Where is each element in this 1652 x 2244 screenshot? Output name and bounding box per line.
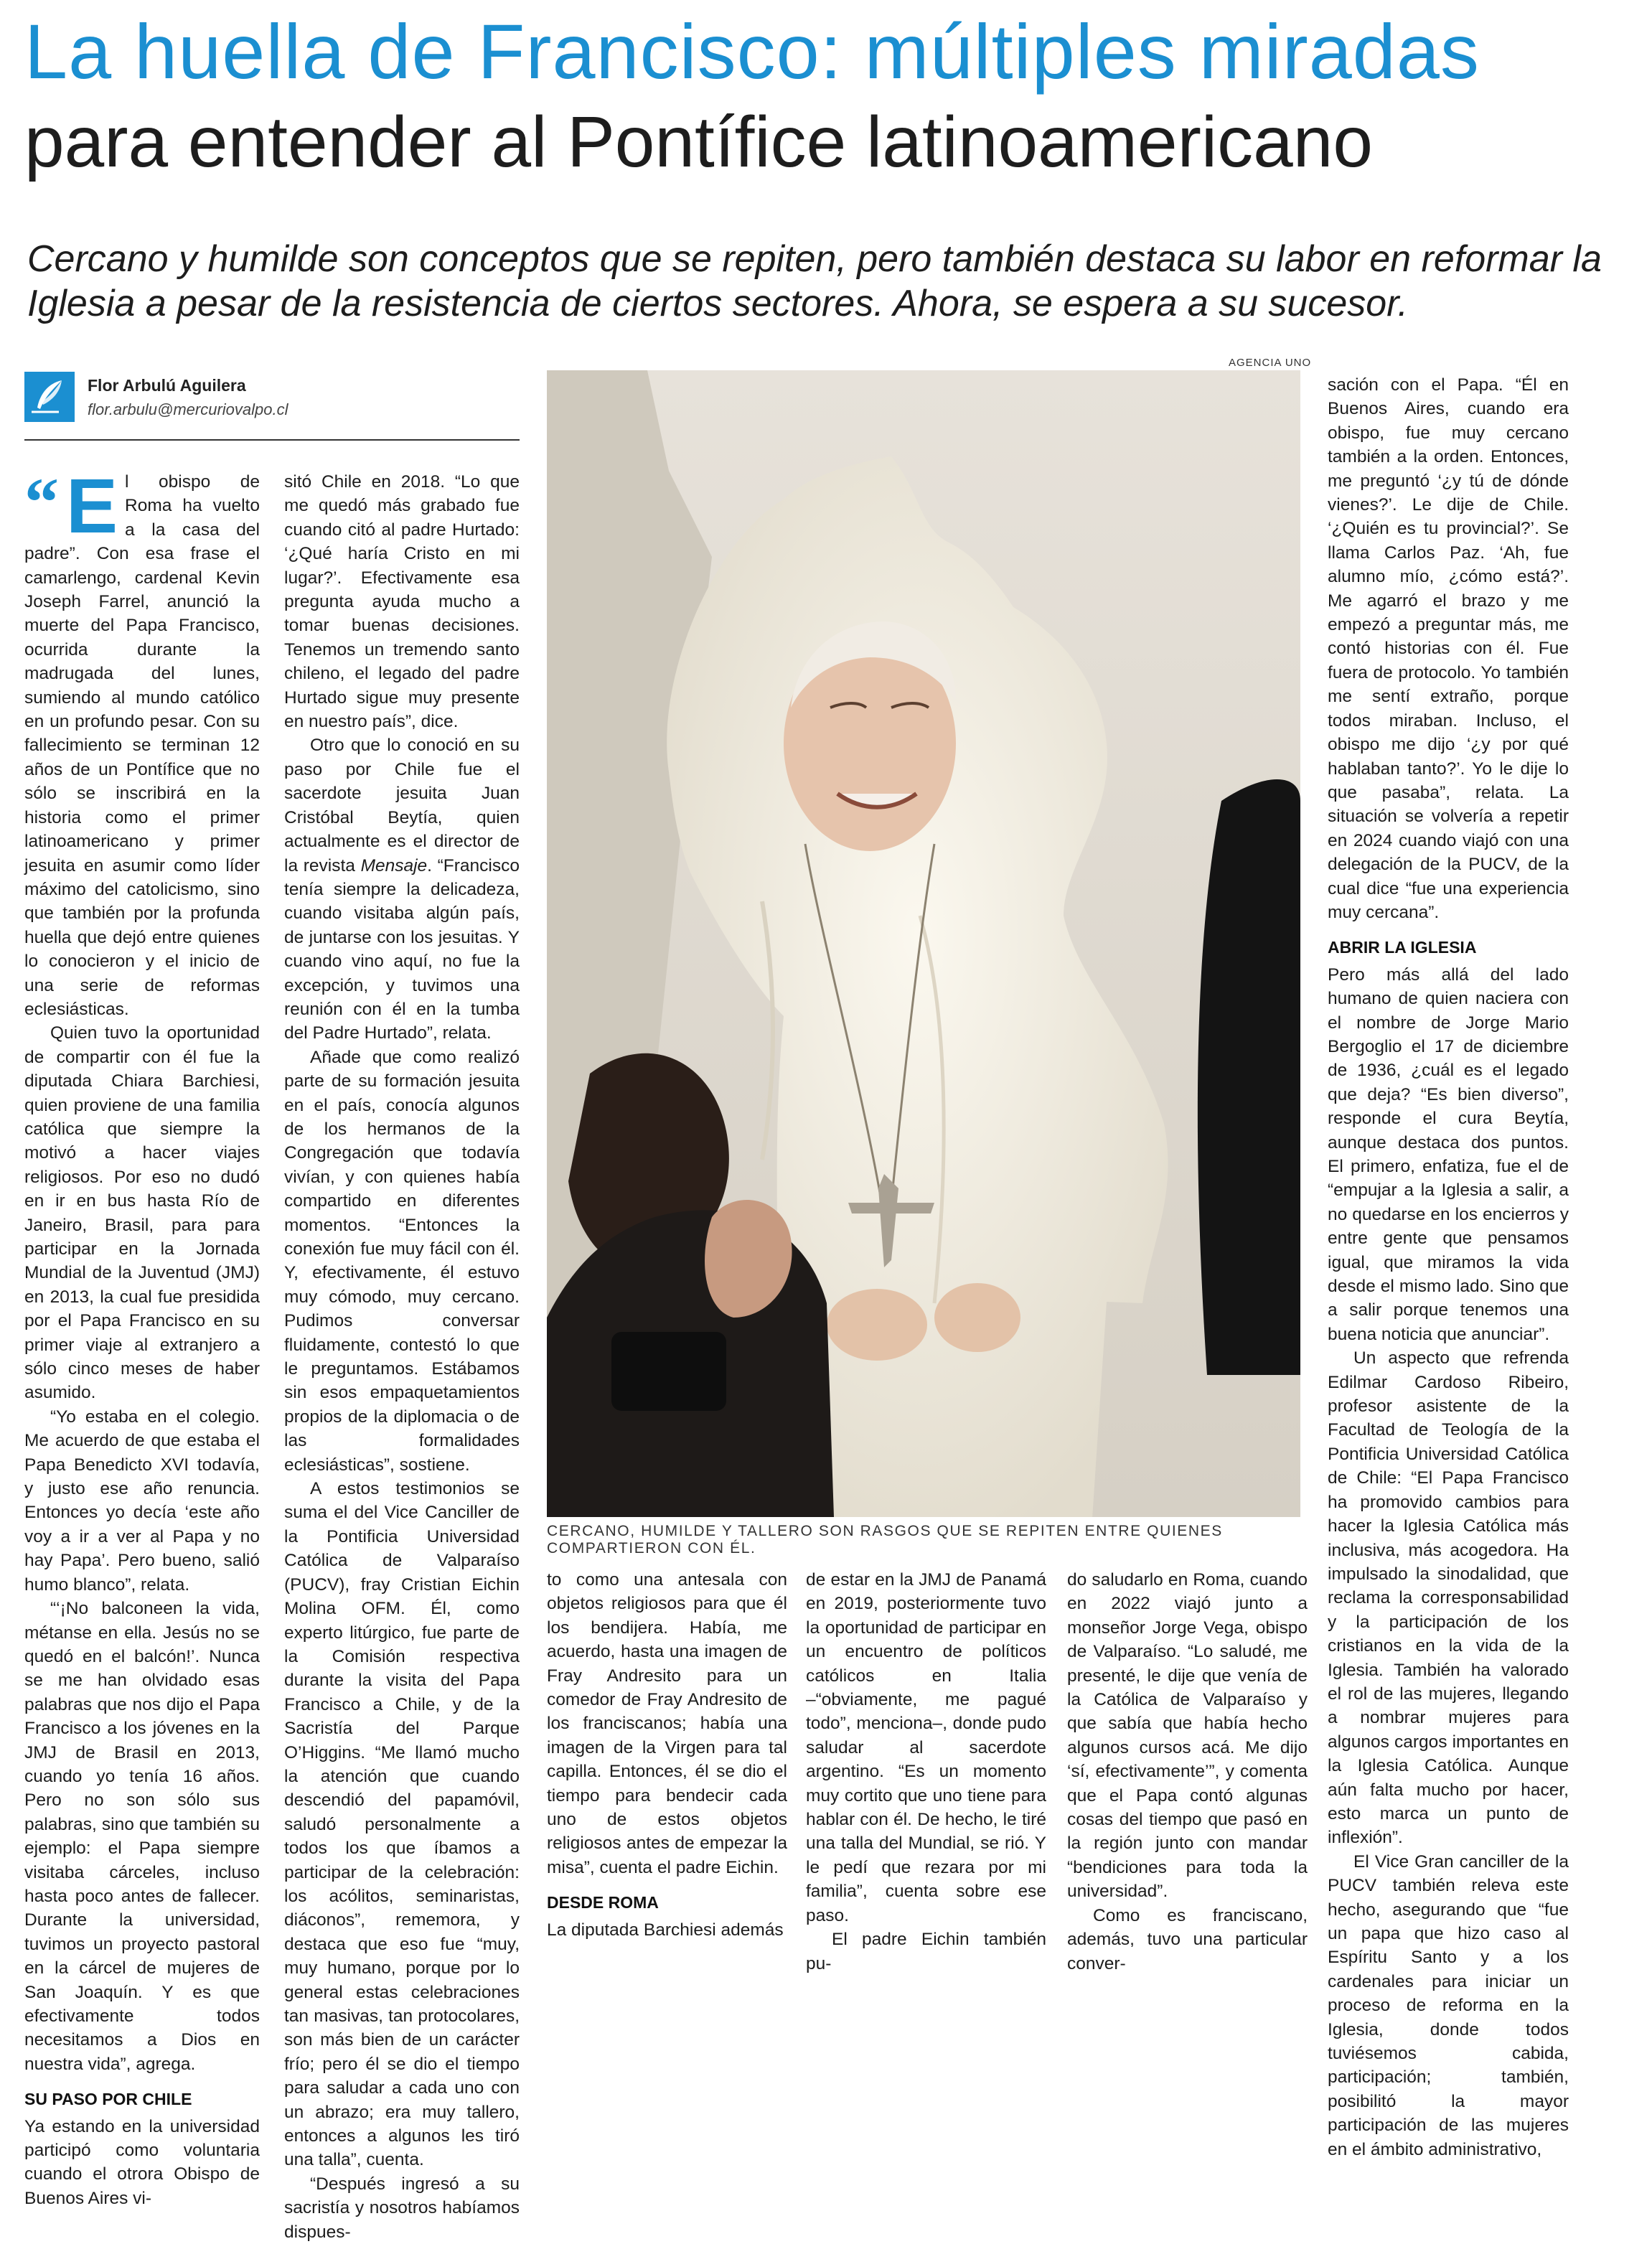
article-paragraph: Añade que como realizó parte de su formación jesuita en el país, conocía algunos de los hermanos de la Congregación que todavía vivían, y con quienes había compartido en diferentes momentos. “Entonces la conexión fue muy fácil con él. Y, efectivamente, él estuvo muy cómodo, muy cercano. Pudimos conversar fluidamente, contestó lo que le preguntamos. Estábamos sin esos empaquetamientos propios de la diplomacia o de las formalidades eclesiásticas”, sostiene.	[284, 1047, 520, 1475]
article-paragraph: sitó Chile en 2018. “Lo que me quedó más grabado fue cuando citó al padre Hurtado: ‘¿Qué haría Cristo en mi lugar?’. Efectivamente esa pregunta ayuda mucho a tomar buenas decisiones. Tenemos un tremendo santo chileno, el legado del padre Hurtado sigue muy presente en nuestro país”, dice.	[284, 472, 520, 732]
article-paragraph: A estos testimonios se suma el del Vice Canciller de la Pontificia Universidad Católica de Valparaíso (PUCV), fray Cristian Eichin Molina OFM. Él, como experto litúrgico, fue parte de la Comisión respectiva durante la visita del Papa Francisco a Chile, y de la Sacristía del Parque O’Higgins. “Me llamó mucho la atención que cuando descendió del papamóvil, saludó personalmente a todos los que íbamos a participar de la celebración: los acólitos, seminaristas, diáconos”, rememora, y destaca que eso fue “muy, muy humano, porque por lo general estas celebraciones tan masivas, tan protocolares, son más bien de un carácter frío; pero él se dio el tiempo para saludar a cada uno con un abrazo; era muy tallero, entonces a algunos les tiró una talla”, cuenta.	[284, 1479, 520, 2170]
article-column-5	[1067, 1568, 1308, 1976]
quote-mark-icon: “	[24, 464, 59, 540]
article-paragraph: El Vice Gran canciller de la PUCV también releva este hecho, asegurando que “fue un papa que hizo caso al Espíritu Santo y a los cardenales para iniciar un proceso de reforma en la Iglesia, donde todos tuviésemos cabida, participación; también, posibilitó la mayor participación de las mujeres en el ámbito administrativo,	[1328, 1851, 1569, 2159]
article-column-1	[24, 462, 260, 2210]
quill-icon	[24, 372, 75, 422]
article-paragraph: Un aspecto que refrenda Edilmar Cardoso Ribeiro, profesor asistente de la Facultad de Teología de la Pontificia Universidad Católica de Chile: “El Papa Francisco ha promovido cambios para hacer la Iglesia Católica más inclusiva, más acogedora. Ha impulsado la sinodalidad, que reclama la corresponsabilidad y la participación de los cristianos en la vida de la Iglesia. También ha valorado el rol de las mujeres, llegando a nombrar mujeres para algunos cargos importantes en la Iglesia Católica. Aunque aún falta mucho por hacer, esto marca un punto de inflexión”.	[1328, 1348, 1569, 1848]
headline-line-2: para entender al Pontífice latinoamericano	[24, 102, 1373, 182]
article-paragraph: Como es franciscano, además, tuvo una particular conver-	[1067, 1905, 1308, 1973]
magazine-name: Mensaje	[360, 855, 428, 875]
byline-divider	[24, 439, 520, 441]
article-column-3	[547, 1568, 787, 1942]
article-paragraph: Ya estando en la universidad participó como voluntaria cuando el otrora Obispo de Buenos Aires vi-	[24, 2116, 260, 2208]
section-heading-abrir-la-iglesia: ABRIR LA IGLESIA	[1328, 938, 1477, 957]
author-name: Flor Arbulú Aguilera	[88, 376, 246, 395]
article-column-2	[284, 470, 520, 2244]
article-paragraph: Otro que lo conoció en su paso por Chile fue el sacerdote jesuita Juan Cristóbal Beytía, quien actualmente es el director de la revista Mensaje. “Francisco tenía siempre la delicadeza, cuando visitaba algún país, de juntarse con los jesuitas. Y cuando vino aquí, no fue la excepción, y tuvimos una reunión con él en la tumba del Padre Hurtado”, relata.	[284, 736, 520, 1043]
article-column-6	[1328, 373, 1569, 2161]
article-paragraph: sación con el Papa. “Él en Buenos Aires, cuando era obispo, fue muy cercano también a la orden. Entonces, me preguntó ‘¿y tú de dónde vienes?’. Le dije de Chile. ‘¿Quién es tu provincial?’. Se llama Carlos Paz. ‘Ah, fue alumno mío, ¿cómo está?’. Me agarró el brazo y me empezó a preguntar más, me contó historias con él. Fue fuera de protocolo. Yo también me sentí extraño, porque todos miraban. Incluso, el obispo me dijo ‘¿y por qué hablaban tanto?’. Yo le dije lo que pasaba”, relata. La situación se volvería a repetir en 2024 cuando viajó con una delegación de la PUCV, de la cual dice “fue una experiencia muy cercana”.	[1328, 375, 1569, 922]
section-heading-su-paso-por-chile: SU PASO POR CHILE	[24, 2090, 192, 2109]
author-email: flor.arbulu@mercuriovalpo.cl	[88, 400, 288, 418]
article-paragraph: Quien tuvo la oportunidad de compartir con él fue la diputada Chiara Barchiesi, quien proviene de una familia católica que siempre la motivó a hacer viajes religiosos. Por eso no dudó en ir en bus hasta Río de Janeiro, Brasil, para para participar en la Jornada Mundial de la Juventud (JMJ) en 2013, la cual fue presidida por el Papa Francisco en su primer viaje al extranjero a sólo cinco meses de haber asumido.	[24, 1023, 260, 1403]
article-paragraph: “‘¡No balconeen la vida, métanse en ella. Jesús no se quedó en el balcón!’. Nunca se me han olvidado esas palabras que nos dijo el Papa Francisco a los jóvenes en la JMJ de Brasil en 2013, cuando yo tenía 16 años. Pero no son sólo sus palabras, sino que también su ejemplo: el Papa siempre visitaba cárceles, incluso hasta poco antes de fallecer. Durante la universidad, tuvimos un proyecto pastoral en la cárcel de mujeres de San Joaquín. Y es que efectivamente todos necesitamos a Dios en nuestra vida”, agrega.	[24, 1599, 260, 2074]
pope-photo	[547, 370, 1300, 1517]
article-paragraph: El padre Eichin también pu-	[806, 1930, 1046, 1973]
subheadline: Cercano y humilde son conceptos que se repiten, pero también destaca su labor en reformar la Iglesia a pesar de la resistencia de ciertos sectores. Ahora, se espera a su sucesor.	[27, 238, 1602, 325]
article-paragraph: de estar en la JMJ de Panamá en 2019, posteriormente tuvo la oportunidad de participar en un encuentro de políticos católicos en Italia –“obviamente, me pagué todo”, menciona–, donde pudo saludar al sacerdote argentino. “Es un momento muy cortito que uno tiene para hablar con él. De hecho, le tiré una talla del Mundial, se rió. Y le pedí que rezara por mi familia”, cuenta sobre ese paso.	[806, 1570, 1046, 1925]
article-paragraph: to como una antesala con objetos religiosos para que él los bendijera. Había, me acuerdo, hasta una imagen de Fray Andresito para un comedor de Fray Andresito de los franciscanos; había una imagen de la Virgen para tal capilla. Entonces, él se dio el tiempo para bendecir cada uno de estos objetos religiosos antes de empezar la misa”, cuenta el padre Eichin.	[547, 1570, 787, 1877]
article-paragraph: “ E l obispo de Roma ha vuelto a la casa del padre”. Con esa frase el camarlengo, cardenal Kevin Joseph Farrel, anunció la muerte del Papa Francisco, ocurrida durante la madrugada del lunes, sumiendo al mundo católico en un profundo pesar. Con su fallecimiento se terminan 12 años de un Pontífice que no sólo se inscribirá en la historia como el primer latinoamericano y primer jesuita en asumir como líder máximo del catolicismo, sino que también por la profunda huella que dejó entre quienes lo conocieron y el inicio de una serie de reformas eclesiásticas.	[24, 462, 260, 1019]
article-paragraph: La diputada Barchiesi además	[547, 1920, 784, 1940]
section-heading-desde-roma: DESDE ROMA	[547, 1893, 659, 1912]
drop-cap: E	[66, 462, 118, 549]
article-paragraph: Pero más allá del lado humano de quien naciera con el nombre de Jorge Mario Bergoglio el 17 de diciembre de 1936, ¿cuál es el legado que deja? “Es bien diverso”, responde el cura Beytía, aunque destaca dos puntos. El primero, enfatiza, fue el de “empujar a la Iglesia a salir, a no quedarse en los encierros y entre gente que pensamos igual, que miramos la vida desde el mismo lado. Sino que a salir porque tenemos una buena noticia que anunciar”.	[1328, 964, 1569, 1344]
article-paragraph: “Yo estaba en el colegio. Me acuerdo de que estaba el Papa Benedicto XVI todavía, y justo ese año renuncia. Entonces yo decía ‘este año voy a ir a ver al Papa y no hay Papa’. Pero bueno, salió humo blanco”, relata.	[24, 1407, 260, 1595]
headline-line-1: La huella de Francisco: múltiples miradas	[24, 8, 1480, 95]
article-paragraph: “Después ingresó a su sacristía y nosotros habíamos dispues-	[284, 2174, 520, 2242]
article-paragraph: do saludarlo en Roma, cuando en 2022 viajó junto a monseñor Jorge Vega, obispo de Valparaíso. “Lo saludé, me presenté, le dije que venía de la Católica de Valparaíso y que sabía que había hecho algunos cursos acá. Me dijo ‘sí, efectivamente’”, y comenta que el Papa contó algunas cosas del tiempo que pasó en la región junto con mandar “bendiciones para toda la universidad”.	[1067, 1570, 1308, 1902]
photo-credit: AGENCIA UNO	[1229, 357, 1312, 369]
article-column-4	[806, 1568, 1046, 1976]
photo-caption: CERCANO, HUMILDE Y TALLERO SON RASGOS QUE SE REPITEN ENTRE QUIENES COMPARTIERON CON ÉL.	[547, 1523, 1223, 1557]
